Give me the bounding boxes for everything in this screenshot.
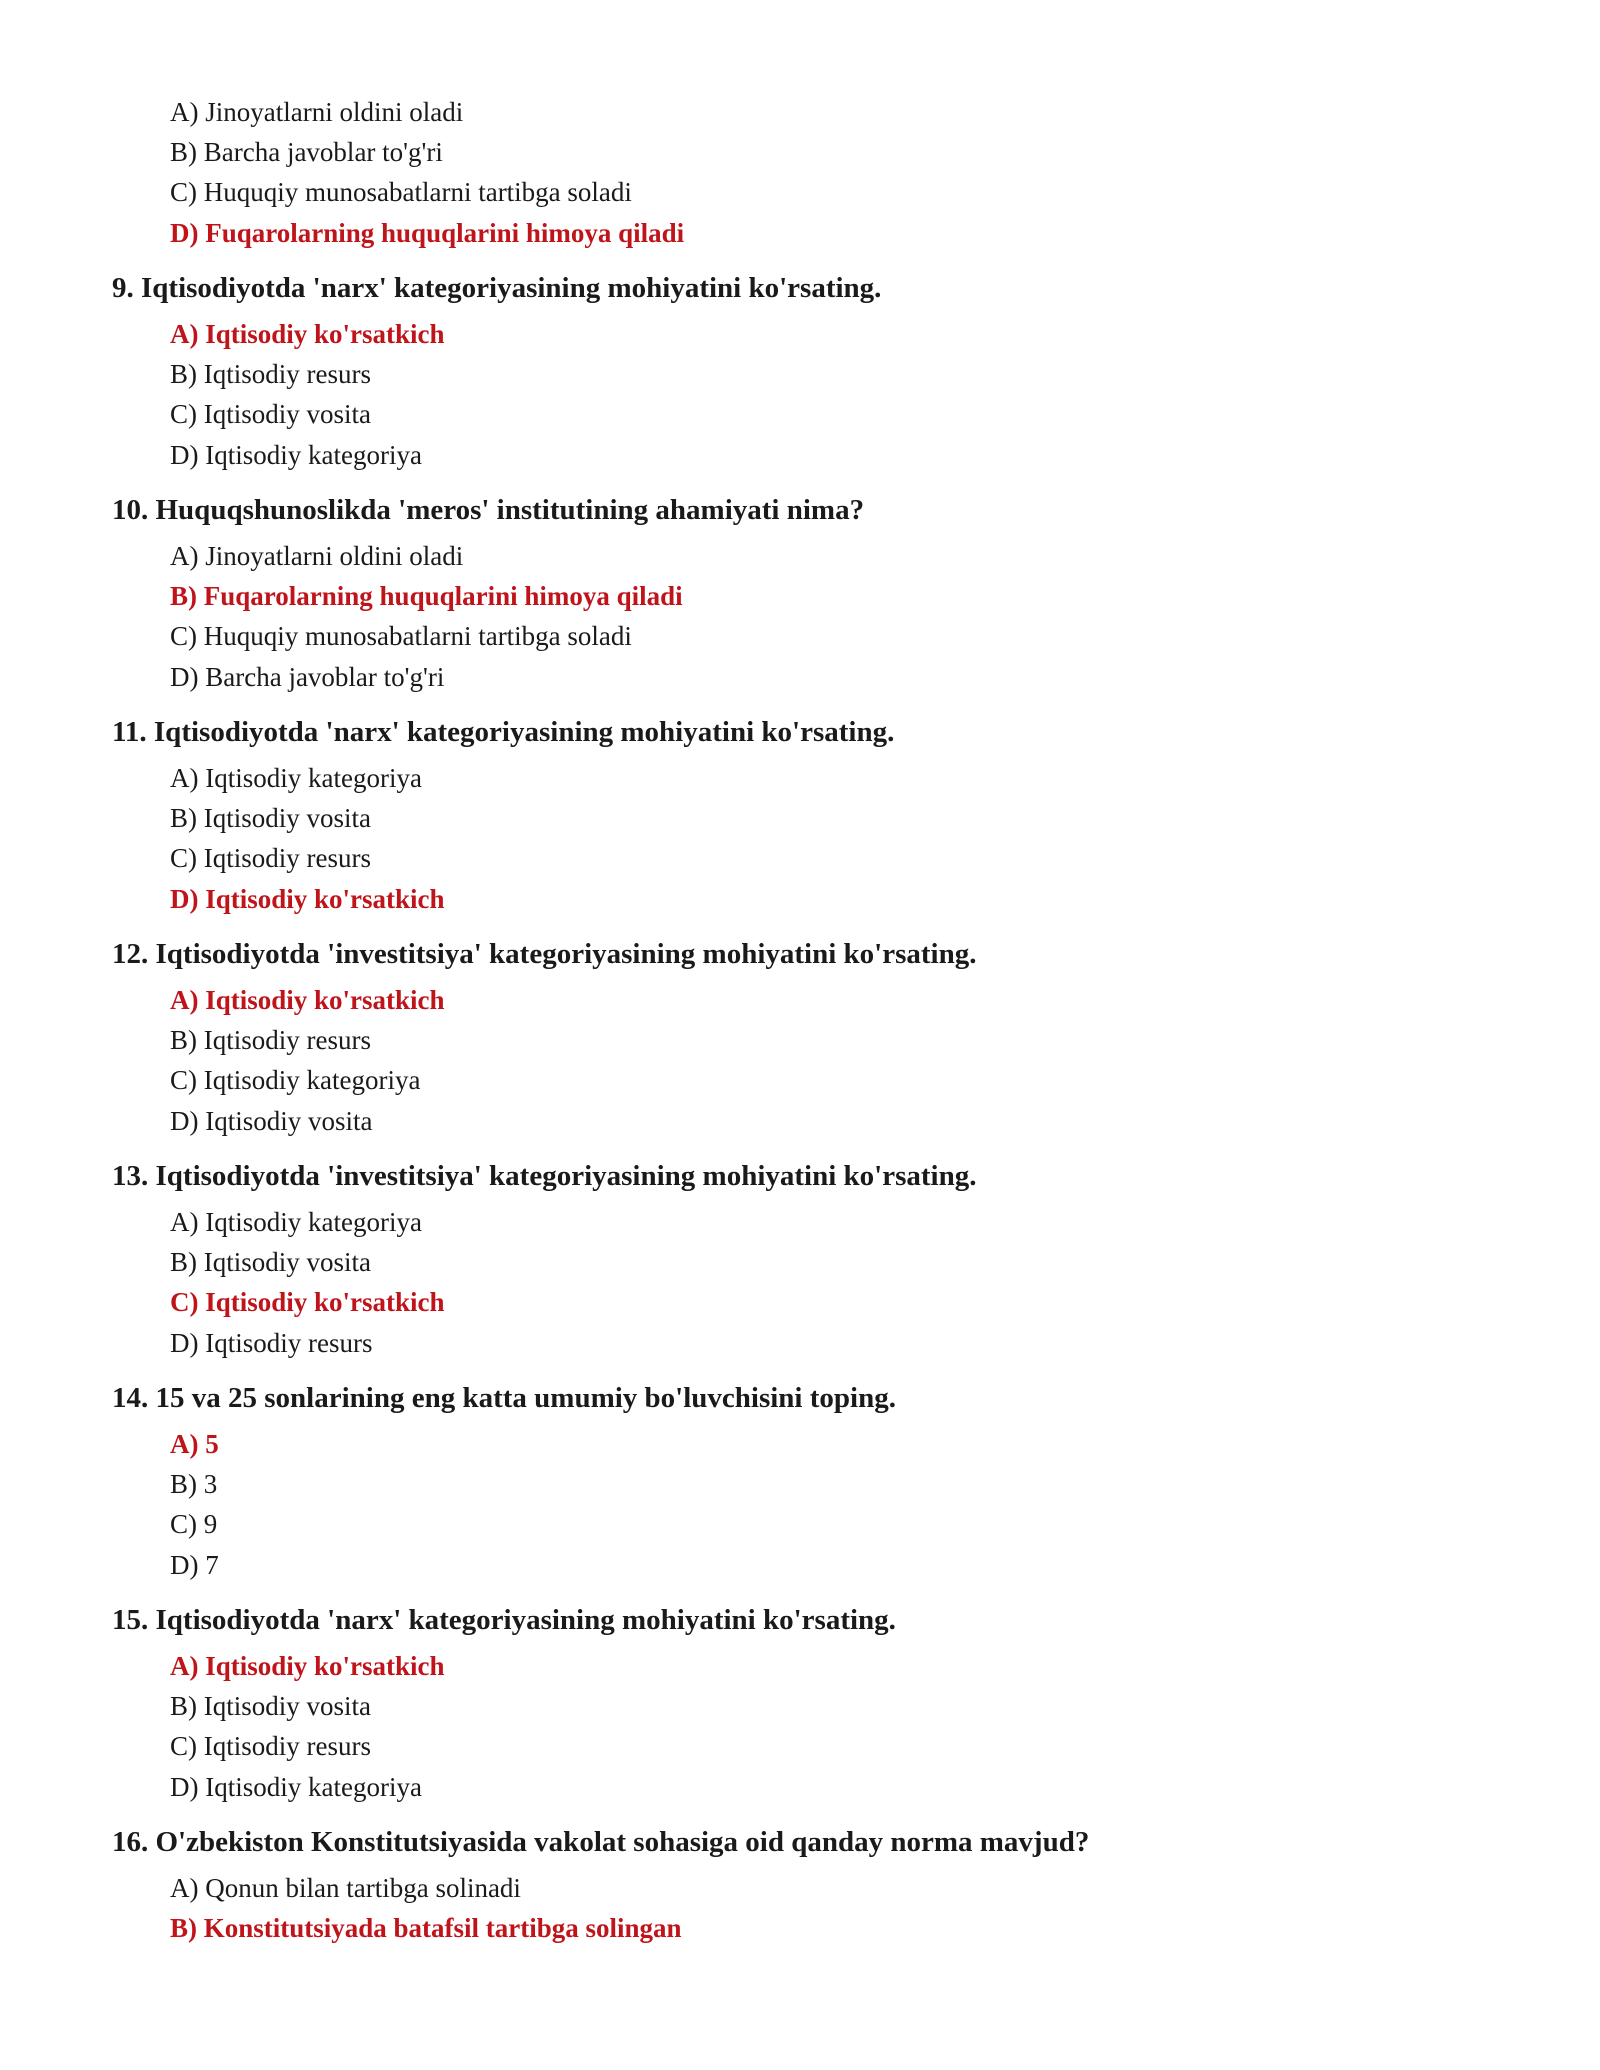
question-text: 15. Iqtisodiyotda 'narx' kategoriyasining mohiyatini ko'rsating. bbox=[112, 1604, 896, 1636]
option-d: D) Iqtisodiy kategoriya bbox=[170, 440, 422, 470]
option-b-correct: B) Konstitutsiyada batafsil tartibga solingan bbox=[170, 1913, 682, 1943]
question-text: 11. Iqtisodiyotda 'narx' kategoriyasining mohiyatini ko'rsating. bbox=[112, 716, 895, 748]
option-c-correct: C) Iqtisodiy ko'rsatkich bbox=[170, 1287, 445, 1317]
option-a-correct: A) Iqtisodiy ko'rsatkich bbox=[170, 985, 445, 1015]
option-c: C) Huquqiy munosabatlarni tartibga soladi bbox=[170, 621, 632, 651]
option-d: D) 7 bbox=[170, 1550, 219, 1580]
option-d-correct: D) Iqtisodiy ko'rsatkich bbox=[170, 884, 445, 914]
option-a: A) Iqtisodiy kategoriya bbox=[170, 1207, 422, 1237]
option-a: A) Iqtisodiy kategoriya bbox=[170, 763, 422, 793]
question-text: 14. 15 va 25 sonlarining eng katta umumiy bo'luvchisini toping. bbox=[112, 1382, 896, 1414]
option-a: A) Qonun bilan tartibga solinadi bbox=[170, 1873, 521, 1903]
question-text: 12. Iqtisodiyotda 'investitsiya' kategoriyasining mohiyatini ko'rsating. bbox=[112, 938, 977, 970]
option-a-correct: A) Iqtisodiy ko'rsatkich bbox=[170, 319, 445, 349]
option-a: A) Jinoyatlarni oldini oladi bbox=[170, 541, 464, 571]
option-b: B) Iqtisodiy vosita bbox=[170, 1247, 371, 1277]
option-b: B) Barcha javoblar to'g'ri bbox=[170, 137, 443, 167]
option-c: C) Iqtisodiy vosita bbox=[170, 399, 371, 429]
option-d-correct: D) Fuqarolarning huquqlarini himoya qiladi bbox=[170, 218, 685, 248]
option-d: D) Barcha javoblar to'g'ri bbox=[170, 662, 445, 692]
option-c: C) Iqtisodiy kategoriya bbox=[170, 1065, 421, 1095]
option-c: C) Huquqiy munosabatlarni tartibga soladi bbox=[170, 177, 632, 207]
option-c: C) Iqtisodiy resurs bbox=[170, 843, 371, 873]
option-d: D) Iqtisodiy kategoriya bbox=[170, 1772, 422, 1802]
option-d: D) Iqtisodiy vosita bbox=[170, 1106, 373, 1136]
option-b: B) Iqtisodiy vosita bbox=[170, 803, 371, 833]
question-text: 9. Iqtisodiyotda 'narx' kategoriyasining mohiyatini ko'rsating. bbox=[112, 272, 882, 304]
option-d: D) Iqtisodiy resurs bbox=[170, 1328, 373, 1358]
option-a: A) Jinoyatlarni oldini oladi bbox=[170, 97, 464, 127]
option-b: B) Iqtisodiy resurs bbox=[170, 359, 371, 389]
question-text: 10. Huquqshunoslikda 'meros' institutining ahamiyati nima? bbox=[112, 494, 865, 526]
option-a-correct: A) Iqtisodiy ko'rsatkich bbox=[170, 1651, 445, 1681]
question-text: 13. Iqtisodiyotda 'investitsiya' kategoriyasining mohiyatini ko'rsating. bbox=[112, 1160, 977, 1192]
option-c: C) Iqtisodiy resurs bbox=[170, 1731, 371, 1761]
option-b: B) Iqtisodiy resurs bbox=[170, 1025, 371, 1055]
option-a-correct: A) 5 bbox=[170, 1429, 219, 1459]
option-c: C) 9 bbox=[170, 1509, 218, 1539]
option-b: B) Iqtisodiy vosita bbox=[170, 1691, 371, 1721]
option-b-correct: B) Fuqarolarning huquqlarini himoya qiladi bbox=[170, 581, 683, 611]
option-b: B) 3 bbox=[170, 1469, 218, 1499]
question-text: 16. O'zbekiston Konstitutsiyasida vakolat sohasiga oid qanday norma mavjud? bbox=[112, 1826, 1090, 1858]
